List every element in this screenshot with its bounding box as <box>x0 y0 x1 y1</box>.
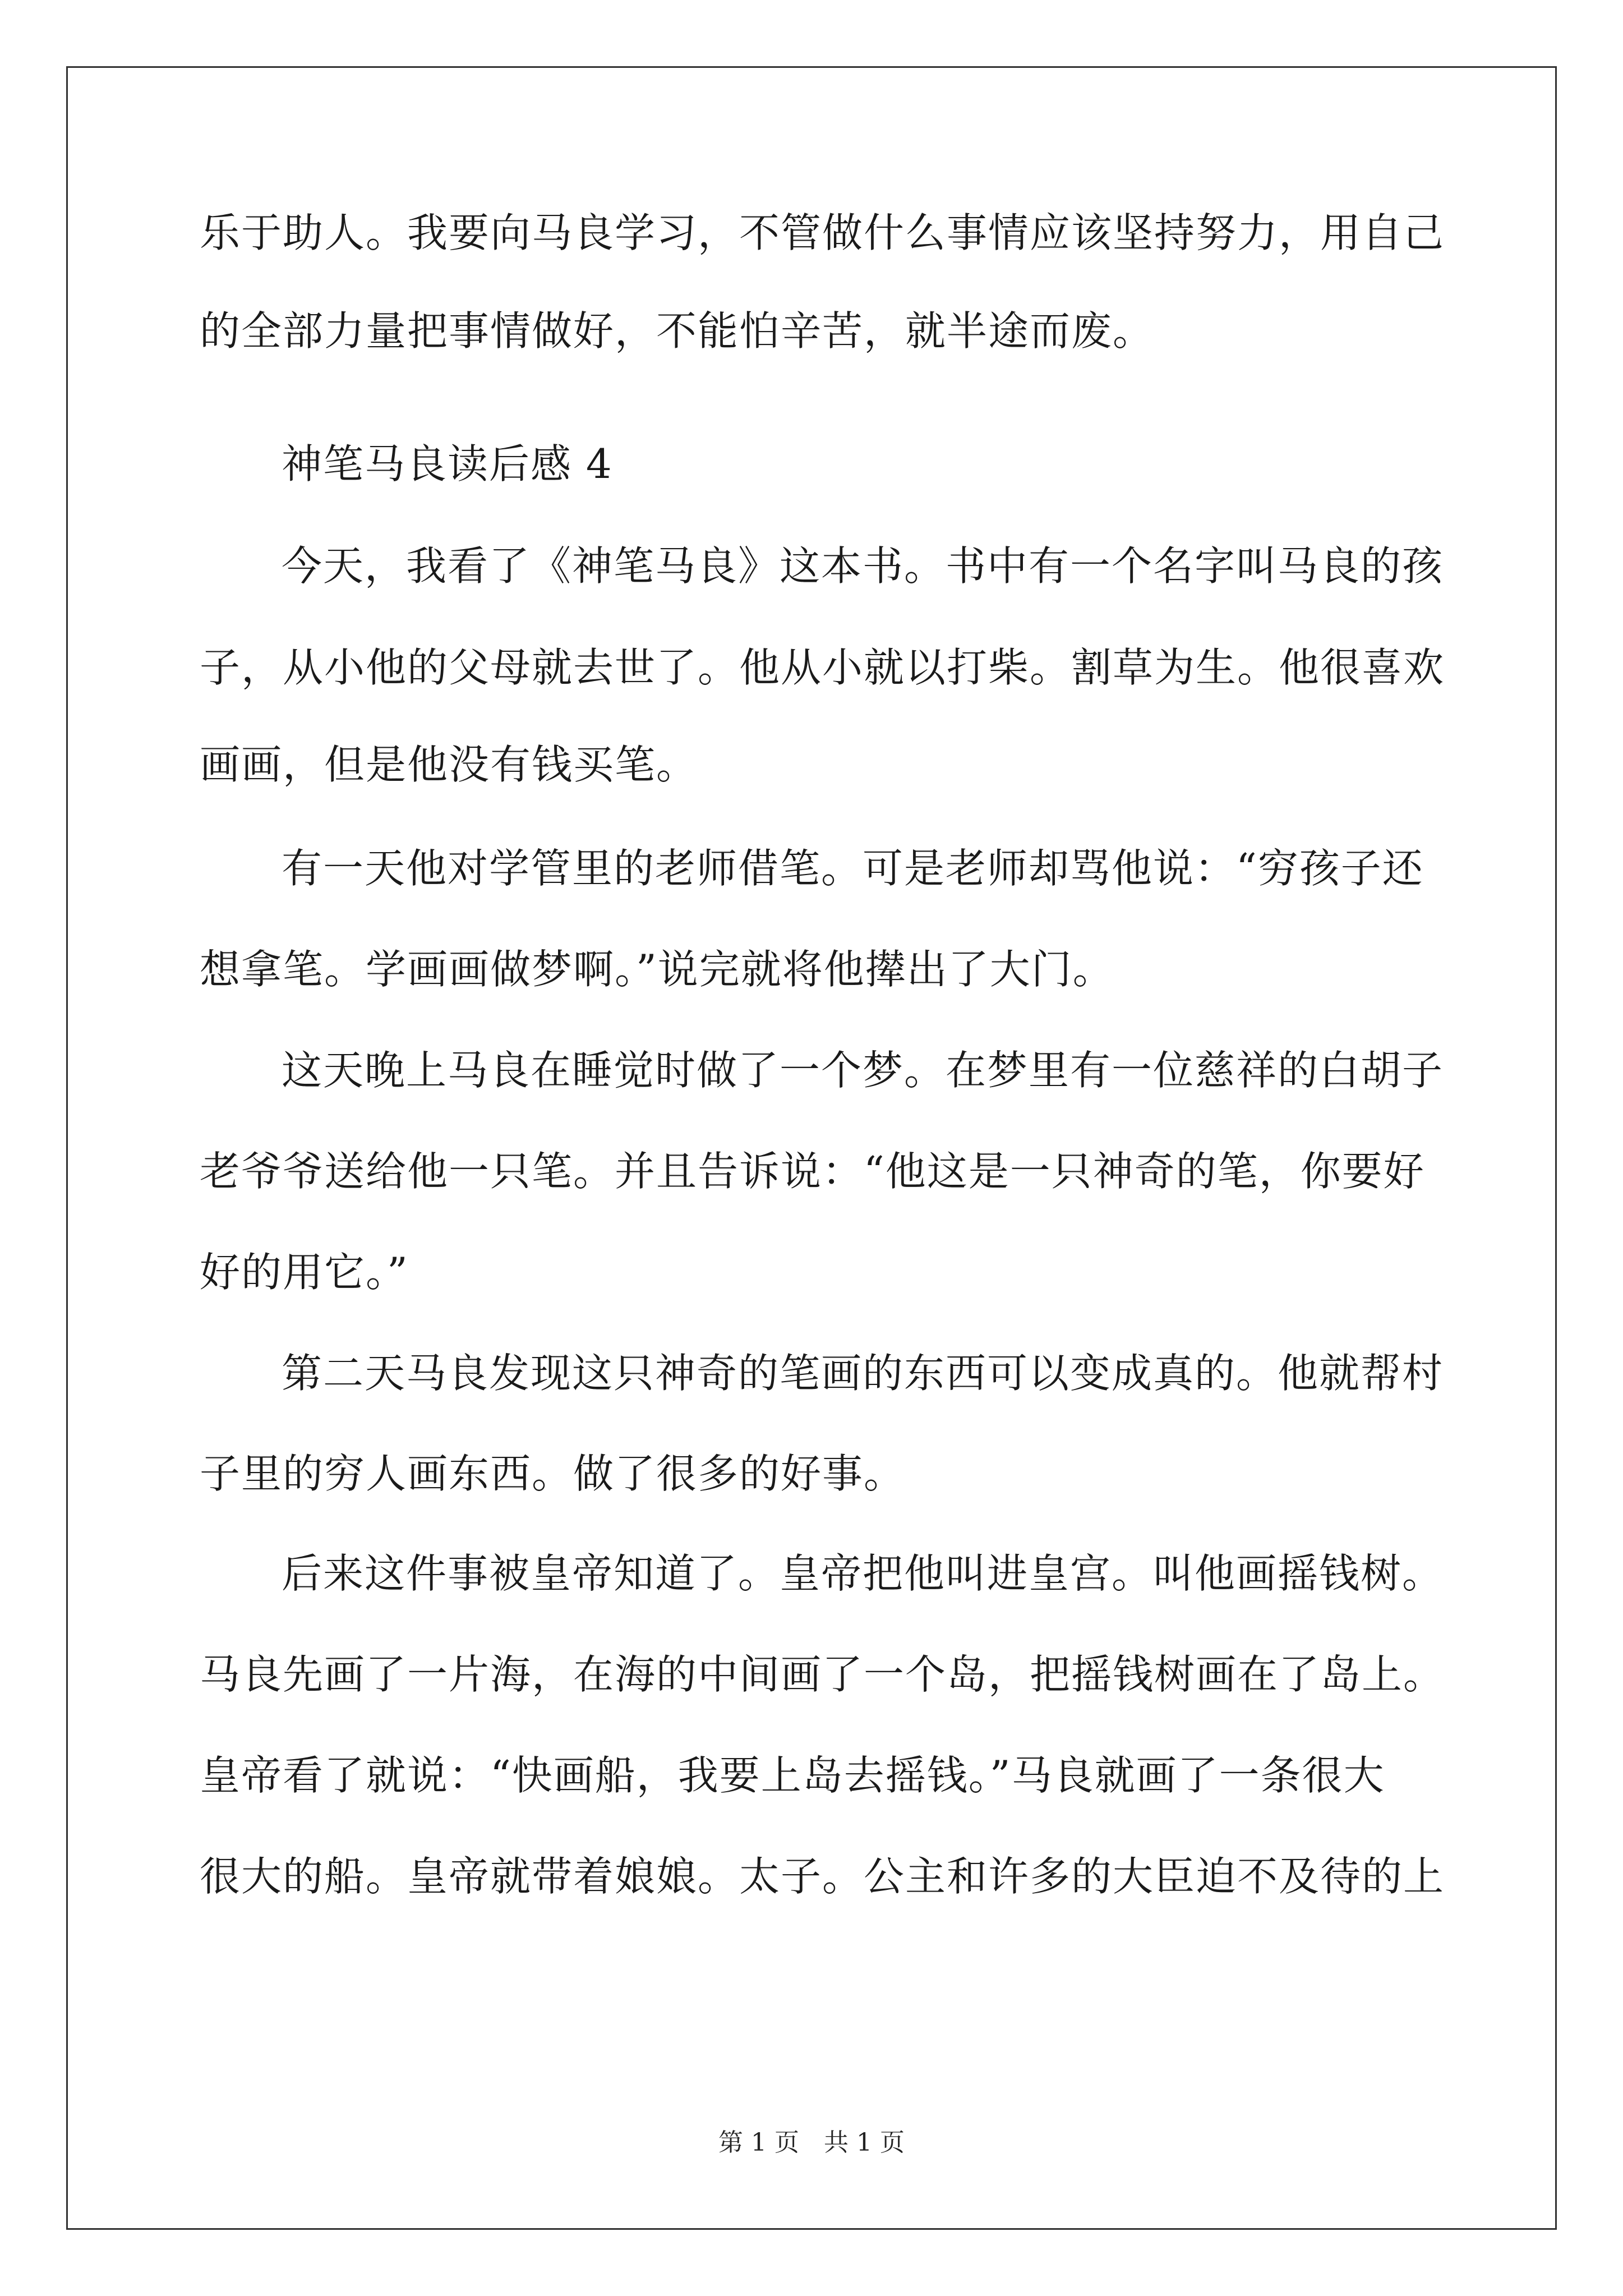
text-line: 想拿笔。学画画做梦啊。”说完就将他撵出了大门。 <box>200 946 1114 993</box>
page-number-footer: 第 1 页 共 1 页 <box>718 2128 905 2157</box>
text-line: 画画，但是他没有钱买笔。 <box>200 741 698 788</box>
text-line: 今天，我看了《神笔马良》这本书。书中有一个名字叫马良的孩 <box>282 542 1444 590</box>
text-line: 乐于助人。我要向马良学习，不管做什么事情应该坚持努力，用自己 <box>200 209 1445 256</box>
text-line: 这天晚上马良在睡觉时做了一个梦。在梦里有一位慈祥的白胡子 <box>282 1047 1444 1094</box>
text-line: 第二天马良发现这只神奇的笔画的东西可以变成真的。他就帮村 <box>282 1350 1444 1397</box>
text-line: 后来这件事被皇帝知道了。皇帝把他叫进皇宫。叫他画摇钱树。 <box>282 1550 1444 1597</box>
text-line: 马良先画了一片海，在海的中间画了一个岛，把摇钱树画在了岛上。 <box>200 1651 1445 1698</box>
text-line: 子，从小他的父母就去世了。他从小就以打柴。割草为生。他很喜欢 <box>200 644 1445 691</box>
text-line: 老爷爷送给他一只笔。并且告诉说：“他这是一只神奇的笔，你要好 <box>200 1148 1425 1195</box>
text-line: 很大的船。皇帝就带着娘娘。太子。公主和许多的大臣迫不及待的上 <box>200 1853 1445 1900</box>
section-heading: 神笔马良读后感 4 <box>282 440 613 487</box>
text-line: 有一天他对学管里的老师借笔。可是老师却骂他说：“穷孩子还 <box>282 845 1424 892</box>
text-line: 好的用它。” <box>200 1249 409 1296</box>
text-line: 子里的穷人画东西。做了很多的好事。 <box>200 1450 906 1497</box>
text-line: 皇帝看了就说：“快画船，我要上岛去摇钱。”马良就画了一条很大 <box>200 1752 1385 1799</box>
text-line: 的全部力量把事情做好，不能怕辛苦，就半途而废。 <box>200 307 1155 355</box>
